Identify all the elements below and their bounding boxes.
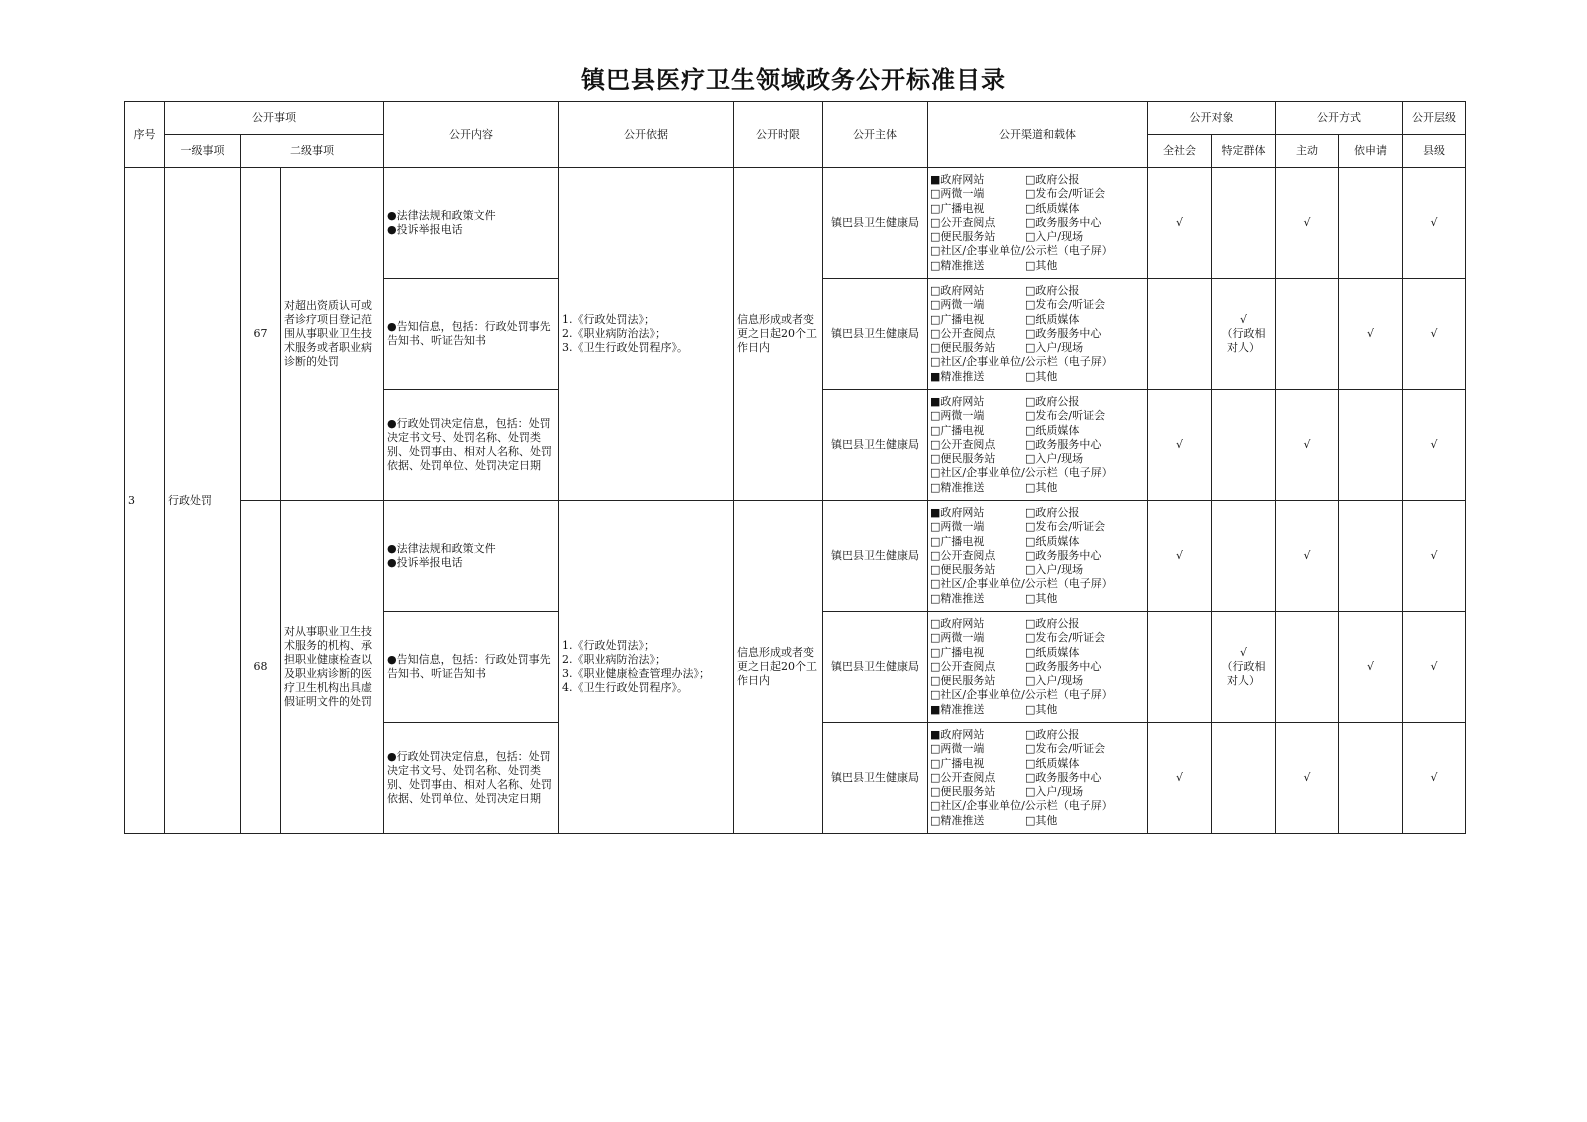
channel-option: □广播电视 bbox=[930, 312, 985, 326]
catalog-table bbox=[124, 101, 1466, 834]
channel-option: □政府公报 bbox=[1025, 727, 1080, 741]
channel-option: □两微一端 bbox=[930, 631, 985, 645]
content-cell bbox=[384, 723, 559, 834]
channel-option: □入户/现场 bbox=[1025, 341, 1084, 355]
content-line: ●投诉举报电话 bbox=[387, 223, 463, 236]
channel-option: □纸质媒体 bbox=[1025, 534, 1080, 548]
channel-option: □其他 bbox=[1025, 258, 1058, 272]
on-request-check bbox=[1339, 723, 1403, 834]
header-county: 县级 bbox=[1403, 135, 1466, 168]
basis-cell bbox=[559, 501, 734, 834]
basis-line: 4.《卫生行政处罚程序》。 bbox=[562, 681, 688, 694]
specific-group-check bbox=[1212, 168, 1276, 279]
channel-line bbox=[930, 771, 1145, 785]
channel-option: □纸质媒体 bbox=[1025, 201, 1080, 215]
channel-line bbox=[930, 785, 1145, 799]
content-cell bbox=[384, 390, 559, 501]
channel-option: □两微一端 bbox=[930, 298, 985, 312]
basis-line: 1.《行政处罚法》； bbox=[562, 313, 655, 326]
channel-line bbox=[930, 187, 1145, 201]
channel-option: □入户/现场 bbox=[1025, 563, 1084, 577]
item-number: 68 bbox=[241, 501, 281, 834]
channel-line bbox=[930, 409, 1145, 423]
specific-group-line: 对人） bbox=[1227, 341, 1260, 354]
channel-line bbox=[930, 757, 1145, 771]
channel-option: ■政府网站 bbox=[930, 172, 985, 186]
specific-group-check bbox=[1212, 723, 1276, 834]
channel-line bbox=[930, 646, 1145, 660]
channel-option: □公开查阅点 bbox=[930, 770, 996, 784]
active-check: √ bbox=[1276, 390, 1339, 501]
channel-line bbox=[930, 370, 1145, 384]
content-line: ●告知信息，包括：行政处罚事先告知书、听证告知书 bbox=[387, 653, 551, 680]
active-check: √ bbox=[1276, 723, 1339, 834]
channel-option: □政务服务中心 bbox=[1025, 215, 1102, 229]
channel-option: □广播电视 bbox=[930, 423, 985, 437]
basis-line: 3.《职业健康检查管理办法》； bbox=[562, 667, 710, 680]
channel-option: □发布会/听证会 bbox=[1025, 298, 1106, 312]
channel-option: □政务服务中心 bbox=[1025, 326, 1102, 340]
channel-option: □便民服务站 bbox=[930, 230, 996, 244]
channel-option: □政务服务中心 bbox=[1025, 548, 1102, 562]
header-matters: 公开事项 bbox=[165, 102, 384, 135]
subject-cell: 镇巴县卫生健康局 bbox=[823, 168, 928, 279]
channel-line bbox=[930, 259, 1145, 273]
channel-line bbox=[930, 563, 1145, 577]
channel-line bbox=[930, 395, 1145, 409]
channel-line bbox=[930, 202, 1145, 216]
channel-option: □入户/现场 bbox=[1025, 674, 1084, 688]
channel-option: □公开查阅点 bbox=[930, 548, 996, 562]
active-check: √ bbox=[1276, 168, 1339, 279]
channel-option bbox=[1025, 688, 1145, 702]
channel-option: □政府网站 bbox=[930, 283, 985, 297]
channel-option: ■精准推送 bbox=[930, 702, 985, 716]
channel-option: □其他 bbox=[1025, 813, 1058, 827]
header-seq: 序号 bbox=[125, 102, 165, 168]
basis-line: 2.《职业病防治法》； bbox=[562, 653, 666, 666]
table-row bbox=[125, 501, 1466, 612]
channel-option: □发布会/听证会 bbox=[1025, 631, 1106, 645]
channel-option: □精准推送 bbox=[930, 591, 985, 605]
channel-option: □纸质媒体 bbox=[1025, 423, 1080, 437]
channel-option: □广播电视 bbox=[930, 756, 985, 770]
specific-group-line: √ bbox=[1239, 646, 1247, 659]
active-check: √ bbox=[1276, 501, 1339, 612]
channel-line bbox=[930, 520, 1145, 534]
channel-option: □政府公报 bbox=[1025, 283, 1080, 297]
channel-line bbox=[930, 814, 1145, 828]
specific-group-line: （行政相 bbox=[1221, 660, 1266, 673]
channel-option: □政务服务中心 bbox=[1025, 437, 1102, 451]
channel-line bbox=[930, 355, 1145, 369]
channel-line bbox=[930, 438, 1145, 452]
header-method: 公开方式 bbox=[1276, 102, 1403, 135]
channel-option: □两微一端 bbox=[930, 520, 985, 534]
content-cell bbox=[384, 168, 559, 279]
county-check: √ bbox=[1403, 168, 1466, 279]
header-channels: 公开渠道和载体 bbox=[928, 102, 1148, 168]
channel-option: □社区/企事业单位/公示栏（电子屏） bbox=[930, 466, 1113, 480]
channel-line bbox=[930, 244, 1145, 258]
county-check: √ bbox=[1403, 390, 1466, 501]
channel-line bbox=[930, 216, 1145, 230]
item-name: 对从事职业卫生技术服务的机构、承担职业健康检查以及职业病诊断的医疗卫生机构出具虚假证明文件的处罚 bbox=[281, 501, 384, 834]
channel-line bbox=[930, 466, 1145, 480]
channel-option: □广播电视 bbox=[930, 534, 985, 548]
channel-option: □公开查阅点 bbox=[930, 215, 996, 229]
item-number: 67 bbox=[241, 168, 281, 501]
channels-cell bbox=[928, 390, 1148, 501]
all-society-check: √ bbox=[1148, 501, 1212, 612]
subject-cell: 镇巴县卫生健康局 bbox=[823, 723, 928, 834]
channel-option: □公开查阅点 bbox=[930, 326, 996, 340]
content-line: ●行政处罚决定信息，包括：处罚决定书文号、处罚名称、处罚类别、处罚事由、相对人名称、处罚依据、处罚单位、处罚决定日期 bbox=[387, 417, 552, 472]
all-society-check: √ bbox=[1148, 723, 1212, 834]
specific-group-line: （行政相 bbox=[1221, 327, 1266, 340]
header-content: 公开内容 bbox=[384, 102, 559, 168]
channel-option: □发布会/听证会 bbox=[1025, 520, 1106, 534]
header-audience: 公开对象 bbox=[1148, 102, 1276, 135]
channel-option: □入户/现场 bbox=[1025, 785, 1084, 799]
channel-option: □政府公报 bbox=[1025, 394, 1080, 408]
header-specific-group: 特定群体 bbox=[1212, 135, 1276, 168]
channel-option: □政府公报 bbox=[1025, 616, 1080, 630]
on-request-check: √ bbox=[1339, 279, 1403, 390]
county-check: √ bbox=[1403, 723, 1466, 834]
table-row bbox=[125, 168, 1466, 279]
basis-line: 2.《职业病防治法》； bbox=[562, 327, 666, 340]
channel-option: □发布会/听证会 bbox=[1025, 742, 1106, 756]
channel-line bbox=[930, 230, 1145, 244]
county-check: √ bbox=[1403, 612, 1466, 723]
content-cell bbox=[384, 501, 559, 612]
channel-line bbox=[930, 284, 1145, 298]
channel-option: ■政府网站 bbox=[930, 394, 985, 408]
catalog-body bbox=[125, 168, 1466, 834]
channel-option: □两微一端 bbox=[930, 187, 985, 201]
channel-option: □便民服务站 bbox=[930, 341, 996, 355]
channel-option: ■政府网站 bbox=[930, 727, 985, 741]
channel-option: □社区/企事业单位/公示栏（电子屏） bbox=[930, 577, 1113, 591]
channel-option: □便民服务站 bbox=[930, 785, 996, 799]
county-check: √ bbox=[1403, 279, 1466, 390]
subject-cell: 镇巴县卫生健康局 bbox=[823, 501, 928, 612]
all-society-check: √ bbox=[1148, 168, 1212, 279]
content-line: ●行政处罚决定信息，包括：处罚决定书文号、处罚名称、处罚类别、处罚事由、相对人名称、处罚依据、处罚单位、处罚决定日期 bbox=[387, 750, 552, 805]
all-society-check bbox=[1148, 279, 1212, 390]
channel-option: □社区/企事业单位/公示栏（电子屏） bbox=[930, 688, 1113, 702]
active-check bbox=[1276, 612, 1339, 723]
header-on-request: 依申请 bbox=[1339, 135, 1403, 168]
channels-cell bbox=[928, 501, 1148, 612]
channel-option: ■精准推送 bbox=[930, 369, 985, 383]
channel-line bbox=[930, 424, 1145, 438]
content-line: ●法律法规和政策文件 bbox=[387, 542, 496, 555]
header-subject: 公开主体 bbox=[823, 102, 928, 168]
channel-option: □便民服务站 bbox=[930, 674, 996, 688]
basis-line: 1.《行政处罚法》； bbox=[562, 639, 655, 652]
channel-line bbox=[930, 549, 1145, 563]
content-cell bbox=[384, 279, 559, 390]
channel-line bbox=[930, 742, 1145, 756]
channel-option: □入户/现场 bbox=[1025, 452, 1084, 466]
specific-group-line: √ bbox=[1239, 313, 1247, 326]
section-seq: 3 bbox=[125, 168, 165, 834]
specific-group-check bbox=[1212, 501, 1276, 612]
channel-option: □社区/企事业单位/公示栏（电子屏） bbox=[930, 799, 1113, 813]
channel-option: □纸质媒体 bbox=[1025, 645, 1080, 659]
specific-group-check bbox=[1212, 390, 1276, 501]
channel-option: □精准推送 bbox=[930, 258, 985, 272]
channel-line bbox=[930, 592, 1145, 606]
specific-group-check bbox=[1212, 279, 1276, 390]
subject-cell: 镇巴县卫生健康局 bbox=[823, 279, 928, 390]
header-level: 公开层级 bbox=[1403, 102, 1466, 135]
channels-cell bbox=[928, 723, 1148, 834]
header-time-limit: 公开时限 bbox=[734, 102, 823, 168]
basis-line: 3.《卫生行政处罚程序》。 bbox=[562, 341, 688, 354]
channel-option: □广播电视 bbox=[930, 201, 985, 215]
header-basis: 公开依据 bbox=[559, 102, 734, 168]
channel-line bbox=[930, 506, 1145, 520]
channel-option: □入户/现场 bbox=[1025, 230, 1084, 244]
channel-line bbox=[930, 799, 1145, 813]
channel-option: □政务服务中心 bbox=[1025, 770, 1102, 784]
channel-option: □发布会/听证会 bbox=[1025, 409, 1106, 423]
channel-option: □政府网站 bbox=[930, 616, 985, 630]
channel-option: □精准推送 bbox=[930, 813, 985, 827]
channel-option: □便民服务站 bbox=[930, 563, 996, 577]
basis-cell bbox=[559, 168, 734, 501]
channel-line bbox=[930, 674, 1145, 688]
channel-line bbox=[930, 535, 1145, 549]
section-level1: 行政处罚 bbox=[165, 168, 241, 834]
channel-line bbox=[930, 313, 1145, 327]
channel-line bbox=[930, 688, 1145, 702]
header-all-society: 全社会 bbox=[1148, 135, 1212, 168]
channel-line bbox=[930, 452, 1145, 466]
content-cell bbox=[384, 612, 559, 723]
header-level2: 二级事项 bbox=[241, 135, 384, 168]
channel-option: □政府公报 bbox=[1025, 172, 1080, 186]
channels-cell bbox=[928, 168, 1148, 279]
page-title: 镇巴县医疗卫生领域政务公开标准目录 bbox=[581, 65, 1006, 94]
channel-line bbox=[930, 617, 1145, 631]
all-society-check bbox=[1148, 612, 1212, 723]
content-line: ●法律法规和政策文件 bbox=[387, 209, 496, 222]
channel-option: □公开查阅点 bbox=[930, 659, 996, 673]
channel-option: □精准推送 bbox=[930, 480, 985, 494]
channel-option bbox=[1025, 244, 1145, 258]
channel-option: □两微一端 bbox=[930, 409, 985, 423]
channel-option: □发布会/听证会 bbox=[1025, 187, 1106, 201]
channel-option: □政务服务中心 bbox=[1025, 659, 1102, 673]
header-active: 主动 bbox=[1276, 135, 1339, 168]
active-check bbox=[1276, 279, 1339, 390]
subject-cell: 镇巴县卫生健康局 bbox=[823, 390, 928, 501]
channel-line bbox=[930, 703, 1145, 717]
specific-group-line: 对人） bbox=[1227, 674, 1260, 687]
channels-cell bbox=[928, 279, 1148, 390]
specific-group-check bbox=[1212, 612, 1276, 723]
channel-line bbox=[930, 631, 1145, 645]
channel-option: □便民服务站 bbox=[930, 452, 996, 466]
channels-cell bbox=[928, 612, 1148, 723]
channel-line bbox=[930, 660, 1145, 674]
header-level1: 一级事项 bbox=[165, 135, 241, 168]
channel-line bbox=[930, 728, 1145, 742]
content-line: ●投诉举报电话 bbox=[387, 556, 463, 569]
on-request-check bbox=[1339, 501, 1403, 612]
channel-option bbox=[1025, 466, 1145, 480]
on-request-check bbox=[1339, 390, 1403, 501]
channel-option: □广播电视 bbox=[930, 645, 985, 659]
channel-option: □社区/企事业单位/公示栏（电子屏） bbox=[930, 355, 1113, 369]
channel-line bbox=[930, 577, 1145, 591]
channel-option: □政府公报 bbox=[1025, 505, 1080, 519]
time-limit-cell: 信息形成或者变更之日起20个工作日内 bbox=[734, 168, 823, 501]
channel-option: ■政府网站 bbox=[930, 505, 985, 519]
on-request-check bbox=[1339, 168, 1403, 279]
county-check: √ bbox=[1403, 501, 1466, 612]
channel-line bbox=[930, 298, 1145, 312]
content-line: ●告知信息，包括：行政处罚事先告知书、听证告知书 bbox=[387, 320, 551, 347]
channel-option: □其他 bbox=[1025, 702, 1058, 716]
subject-cell: 镇巴县卫生健康局 bbox=[823, 612, 928, 723]
channel-option: □公开查阅点 bbox=[930, 437, 996, 451]
channel-option: □两微一端 bbox=[930, 742, 985, 756]
channel-line bbox=[930, 481, 1145, 495]
channel-option: □其他 bbox=[1025, 591, 1058, 605]
channel-line bbox=[930, 327, 1145, 341]
channel-option bbox=[1025, 355, 1145, 369]
channel-option bbox=[1025, 577, 1145, 591]
on-request-check: √ bbox=[1339, 612, 1403, 723]
channel-option: □其他 bbox=[1025, 369, 1058, 383]
channel-line bbox=[930, 173, 1145, 187]
channel-line bbox=[930, 341, 1145, 355]
all-society-check: √ bbox=[1148, 390, 1212, 501]
channel-option: □纸质媒体 bbox=[1025, 756, 1080, 770]
time-limit-cell: 信息形成或者变更之日起20个工作日内 bbox=[734, 501, 823, 834]
channel-option: □纸质媒体 bbox=[1025, 312, 1080, 326]
channel-option bbox=[1025, 799, 1145, 813]
channel-option: □其他 bbox=[1025, 480, 1058, 494]
item-name: 对超出资质认可或者诊疗项目登记范围从事职业卫生技术服务或者职业病诊断的处罚 bbox=[281, 168, 384, 501]
channel-option: □社区/企事业单位/公示栏（电子屏） bbox=[930, 244, 1113, 258]
